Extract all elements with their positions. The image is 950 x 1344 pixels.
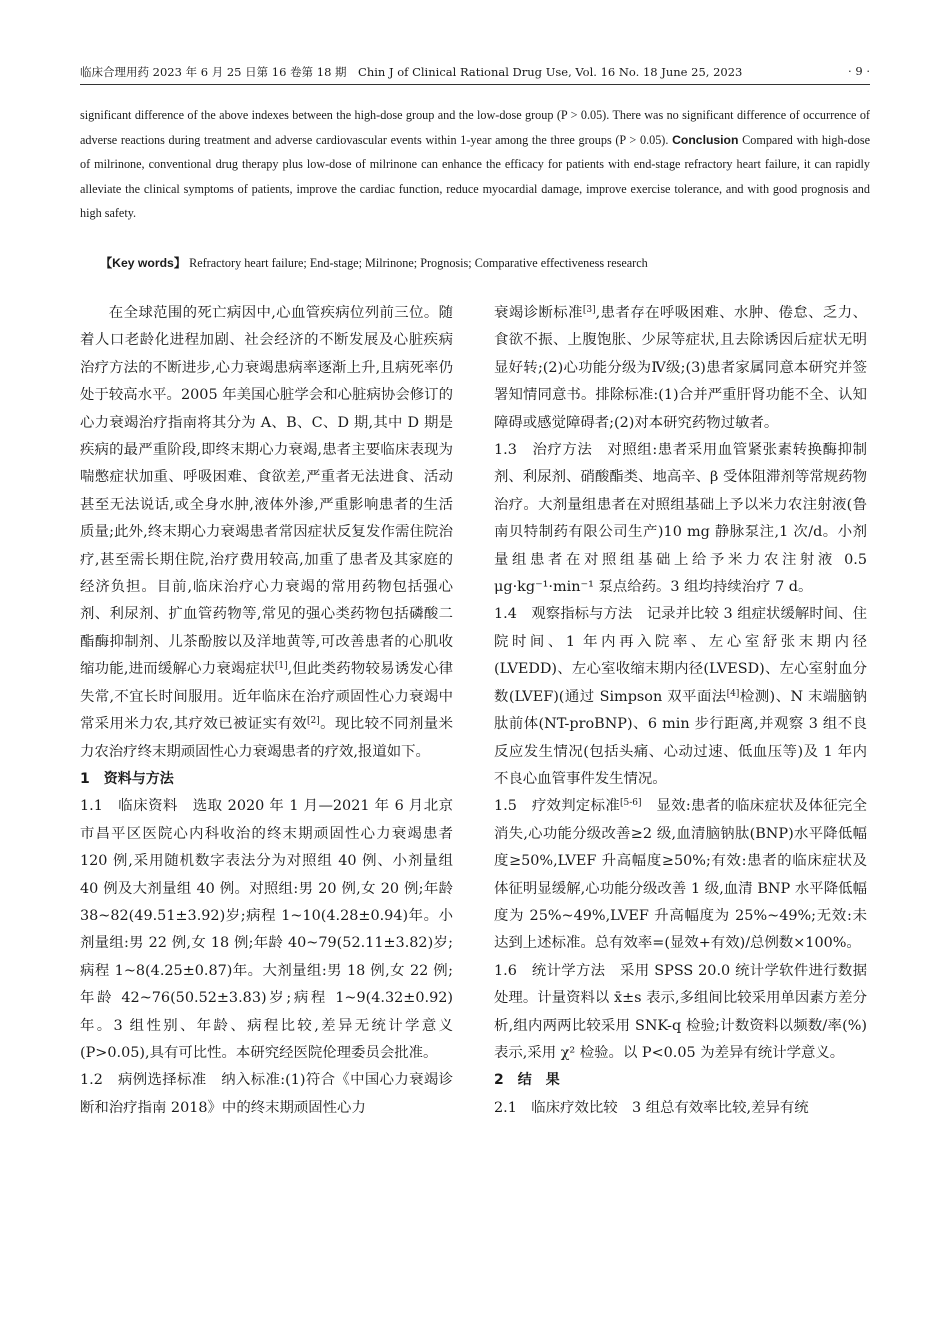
- journal-info: 临床合理用药 2023 年 6 月 25 日第 16 卷第 18 期 Chin J of Clinical Rational Drug Use, Vol. 16 No. 18 June 25, 2023: [80, 65, 743, 79]
- criteria-text-a: 衰竭诊断标准: [494, 305, 583, 321]
- ref-1: [1]: [274, 661, 288, 672]
- section-2-1: 2.1 临床疗效比较 3 组总有效率比较,差异有统: [494, 1099, 809, 1116]
- efficacy-text-b: 显效:患者的临床症状及体征完全消失,心功能分级改善≥2 级,血清脑钠肽(BNP)水平降低幅度≥50%,LVEF 升高幅度≥50%;有效:患者的临床症状及体征明显缓解,心功能分级改善 1 级,血清 BNP 水平降低幅度为 25%~49%,LVEF 升高幅度为 25%~49%;无效:未达到上述标准。总有效率=(显效+有效)/总例数×100%。: [494, 798, 868, 952]
- intro-text-b: ,但此类药物较易诱发心律失常,不宜长时间服用。近年临床在治疗顽固性心力衰竭中常采用米力农,其疗效已被证实有效: [80, 661, 453, 733]
- abstract-text-conclusion: Compared with high-dose of milrinone, conventional drug therapy plus low-dose of milrinone can enhance the efficacy for patients with end-stage refractory heart failure, it can rapidly alleviate the clinical symptoms of patients, improve the cardiac function, reduce myocardial damage, improve exercise tolerance, and with good prognosis and high safety.: [80, 132, 870, 221]
- section-1-6: 1.6 统计学方法 采用 SPSS 20.0 统计学软件进行数据处理。计量资料以 x̄±s 表示,多组间比较采用单因素方差分析,组内两两比较采用 SNK-q 检验;计数资料以频数/率(%)表示,采用 χ² 检验。以 P<0.05 为差异有统计学意义。: [494, 962, 867, 1061]
- keywords: [100, 253, 870, 273]
- conclusion-label: Conclusion: [672, 132, 739, 147]
- abstract-english: [80, 103, 870, 226]
- observation-text-b: 检测)、N 末端脑钠肽前体(NT-proBNP)、6 min 步行距离,并观察 3 组不良反应发生情况(包括头痛、心动过速、低血压等)及 1 年内不良心血管事件发生情况。: [494, 688, 867, 787]
- abstract-paragraph: [80, 103, 870, 226]
- running-header: [80, 62, 870, 84]
- observation-text-a: 1.4 观察指标与方法 记录并比较 3 组症状缓解时间、住院时间、1 年内再入院率、左心室舒张末期内径(LVEDD)、左心室收缩末期内径(LVESD)、左心室射血分数(LVEF)(通过 Simpson 双平面法: [494, 606, 867, 705]
- ref-3: [3]: [582, 305, 596, 315]
- header-rule: [80, 84, 870, 85]
- section-1-5: [494, 793, 867, 957]
- section-heading-1: 1 资料与方法: [80, 770, 174, 787]
- section-1-2-continued: [494, 300, 867, 437]
- left-column: [80, 300, 453, 1122]
- abstract-text-results: significant difference of the above indexes between the high-dose group and the low-dose group (P > 0.05). There was no significant difference of occurrence of adverse reactions during treatment and adverse cardiovascular events within 1-year among the three groups (P > 0.05).: [80, 108, 870, 147]
- section-1-3: 1.3 治疗方法 对照组:患者采用血管紧张素转换酶抑制剂、利尿剂、硝酸酯类、地高辛、β 受体阻滞剂等常规药物治疗。大剂量组患者在对照组基础上予以米力农注射液(鲁南贝特制药有限公司生产)10 mg 静脉泵注,1 次/d。小剂量组患者在对照组基础上给予米力农注射液 0.5 μg·kg⁻¹·min⁻¹ 泵点给药。3 组均持续治疗 7 d。: [494, 442, 867, 596]
- keywords-label: 【Key words】: [100, 256, 187, 270]
- intro-text-a: 在全球范围的死亡病因中,心血管疾病位列前三位。随着人口老龄化进程加剧、社会经济的不断发展及心脏疾病治疗方法的不断进步,心力衰竭患病率逐渐上升,且病死率仍处于较高水平。2005 年美国心脏学会和心脏病协会修订的心力衰竭治疗指南将其分为 A、B、C、D 期,其中 D 期是疾病的最严重阶段,即终末期心力衰竭,患者主要临床表现为喘憋症状加重、呼吸困难、食欲差,严重者无法进食、活动甚至无法说话,或全身水肿,液体外渗,严重影响患者的生活质量;此外,终末期心力衰竭患者常因症状反复发作需住院治疗,甚至需长期住院,治疗费用较高,加重了患者及其家庭的经济负担。目前,临床治疗心力衰竭的常用药物包括强心剂、利尿剂、扩血管药物等,常见的强心类药物包括磷酸二酯酶抑制剂、儿茶酚胺以及洋地黄等,可改善患者的心肌收缩功能,进而缓解心力衰竭症状: [80, 305, 453, 678]
- page-number: · 9 ·: [848, 64, 870, 78]
- efficacy-text-a: 1.5 疗效判定标准: [494, 798, 621, 815]
- ref-4: [4]: [726, 688, 740, 699]
- section-1-4: [494, 601, 867, 793]
- intro-text-c: 。现比较不同剂量米力农治疗终末期顽固性心力衰竭患者的疗效,报道如下。: [80, 716, 453, 760]
- intro-paragraph: [80, 300, 453, 766]
- criteria-text-b: ,患者存在呼吸困难、水肿、倦怠、乏力、食欲不振、上腹饱胀、少尿等症状,且去除诱因后症状无明显好转;(2)心功能分级为Ⅳ级;(3)患者家属同意本研究并签署知情同意书。排除标准:(1)合并严重肝肾功能不全、认知障碍或感觉障碍者;(2)对本研究药物过敏者。: [494, 305, 867, 431]
- section-heading-2: 2 结 果: [494, 1072, 560, 1089]
- section-1-1: 1.1 临床资料 选取 2020 年 1 月—2021 年 6 月北京市昌平区医院心内科收治的终末期顽固性心力衰竭患者 120 例,采用随机数字表法分为对照组 40 例、小剂量组 40 例及大剂量组 40 例。对照组:男 20 例,女 20 例;年龄 38~82(49.51±3.92)岁;病程 1~10(4.28±0.94)年。小剂量组:男 22 例,女 18 例;年龄 40~79(52.11±3.82)岁;病程 1~8(4.25±0.87)年。大剂量组:男 18 例,女 22 例;年龄 42~76(50.52±3.83)岁;病程 1~9(4.32±0.92)年。3 组性别、年龄、病程比较,差异无统计学意义(P>0.05),具有可比性。本研究经医院伦理委员会批准。: [80, 798, 453, 1061]
- right-column: [494, 300, 867, 1122]
- ref-5-6: [5-6]: [620, 798, 642, 809]
- ref-2: [2]: [307, 716, 320, 727]
- section-1-2-start: 1.2 病例选择标准 纳入标准:(1)符合《中国心力衰竭诊断和治疗指南 2018》中的终末期顽固性心力: [80, 1072, 453, 1116]
- keywords-text: Refractory heart failure; End-stage; Milrinone; Prognosis; Comparative effectiveness research: [186, 256, 648, 270]
